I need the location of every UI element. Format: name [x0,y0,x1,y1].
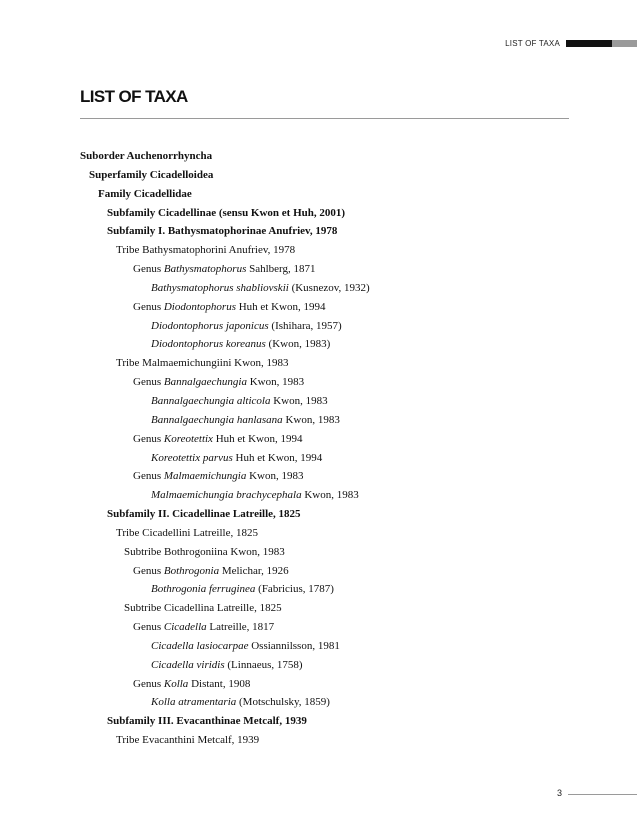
taxon-text: Genus [133,470,164,483]
taxon-text: Subtribe Cicadellina Latreille, 1825 [124,602,282,615]
taxon-text: Subfamily II. Cicadellinae Latreille, 1825 [107,508,301,521]
taxon-entry [80,618,580,637]
taxon-entry [80,373,580,392]
taxon-text: Tribe Evacanthini Metcalf, 1939 [116,734,260,747]
taxon-entry [80,241,580,260]
taxon-entry [80,279,580,298]
taxon-authority: Kwon, 1983 [270,394,328,407]
taxon-entry [80,731,580,750]
taxon-entry [80,693,580,712]
taxon-name-italic: Cicadella [163,621,207,634]
running-head-bar-dark [566,40,612,47]
taxon-entry [80,712,580,731]
footer-divider [568,794,637,795]
taxon-name-italic: Kolla [163,677,189,690]
taxon-authority: Huh et Kwon, 1994 [235,300,326,313]
taxon-entry [80,599,580,618]
taxon-text: Family Cicadellidae [98,187,192,200]
taxon-name-italic: Bannalgaechungia alticola [151,394,271,407]
taxon-entry [80,543,580,562]
taxon-authority: Huh et Kwon, 1994 [212,432,303,445]
taxon-entry [80,222,580,241]
taxon-name-italic: Malmaemichungia [163,470,247,483]
taxon-text: Genus [133,621,164,634]
taxon-authority: (Fabricius, 1787) [255,583,334,596]
taxon-entry [80,317,580,336]
taxon-entry [80,486,580,505]
taxon-authority: Huh et Kwon, 1994 [232,451,323,464]
taxon-text: Genus [133,263,164,276]
taxon-text: Genus [133,677,164,690]
taxon-name-italic: Bannalgaechungia [163,376,247,389]
taxon-entry [80,449,580,468]
page-number: 3 [557,788,563,798]
taxon-name-italic: Kolla atramentaria [151,696,237,709]
taxon-text: Suborder Auchenorrhyncha [80,150,213,162]
taxon-authority: (Motschulsky, 1859) [236,696,330,709]
taxon-authority: Kwon, 1983 [246,470,304,483]
taxon-name-italic: Bathysmatophorus shabliovskii [151,281,289,294]
taxon-name-italic: Bothrogonia ferruginea [151,583,256,596]
taxon-name-italic: Koreotettix [163,432,213,445]
taxon-name-italic: Diodontophorus [163,300,236,313]
taxon-entry [80,562,580,581]
taxon-name-italic: Diodontophorus koreanus [151,338,266,351]
taxon-text: Subfamily III. Evacanthinae Metcalf, 1939 [107,715,307,728]
taxon-entry [80,430,580,449]
taxon-authority: (Linnaeus, 1758) [224,658,303,671]
taxon-text: Tribe Cicadellini Latreille, 1825 [116,526,258,539]
taxon-entry [80,354,580,373]
taxon-name-italic: Cicadella lasiocarpae [151,639,249,652]
taxon-authority: Distant, 1908 [188,677,251,690]
taxon-entry [80,656,580,675]
taxon-text: Subfamily Cicadellinae (sensu Kwon et Huh, 2001) [107,206,346,219]
taxon-authority: (Kwon, 1983) [265,338,331,351]
running-head [505,37,637,49]
taxon-entry [80,260,580,279]
taxon-entry [80,204,580,223]
running-head-label: LIST OF TAXA [505,38,560,48]
taxon-authority: Melichar, 1926 [219,564,289,577]
taxon-authority: Kwon, 1983 [282,413,340,426]
taxon-name-italic: Bothrogonia [163,564,220,577]
taxon-entry [80,637,580,656]
taxon-name-italic: Malmaemichungia brachycephala [151,489,302,502]
taxon-text: Genus [133,564,164,577]
title-divider [80,118,569,119]
taxon-authority: Kwon, 1983 [301,489,359,502]
taxon-authority: (Kusnezov, 1932) [288,281,370,294]
taxon-authority: Latreille, 1817 [206,621,275,634]
taxon-entry [80,147,580,166]
taxon-entry [80,166,580,185]
taxon-entry [80,392,580,411]
taxon-text: Genus [133,376,164,389]
taxon-entry [80,505,580,524]
taxon-entry [80,524,580,543]
taxon-text: Subtribe Bothrogoniina Kwon, 1983 [124,545,285,558]
taxon-text: Tribe Malmaemichungiini Kwon, 1983 [116,357,289,370]
taxon-entry [80,580,580,599]
taxon-name-italic: Koreotettix parvus [151,451,233,464]
taxon-name-italic: Cicadella viridis [151,658,225,671]
taxon-text: Superfamily Cicadelloidea [89,168,214,181]
taxon-entry [80,467,580,486]
taxon-entry [80,298,580,317]
taxon-entry [80,335,580,354]
taxon-authority: Ossiannilsson, 1981 [248,639,340,652]
taxon-text: Subfamily I. Bathysmatophorinae Anufriev, 1978 [107,225,338,238]
taxon-text: Genus [133,432,164,445]
taxon-text: Genus [133,300,164,313]
taxon-entry [80,185,580,204]
taxon-name-italic: Bannalgaechungia hanlasana [151,413,283,426]
running-head-bar [566,40,637,47]
taxon-authority: Sahlberg, 1871 [246,263,316,276]
taxon-entry [80,675,580,694]
taxon-name-italic: Diodontophorus japonicus [151,319,269,332]
running-head-bar-light [612,40,637,47]
taxon-entry [80,411,580,430]
taxon-authority: (Ishihara, 1957) [268,319,342,332]
taxon-name-italic: Bathysmatophorus [163,263,247,276]
taxa-list [80,147,580,750]
page-title: LIST OF TAXA [80,87,188,106]
taxon-authority: Kwon, 1983 [246,376,305,389]
taxon-text: Tribe Bathysmatophorini Anufriev, 1978 [116,244,296,257]
